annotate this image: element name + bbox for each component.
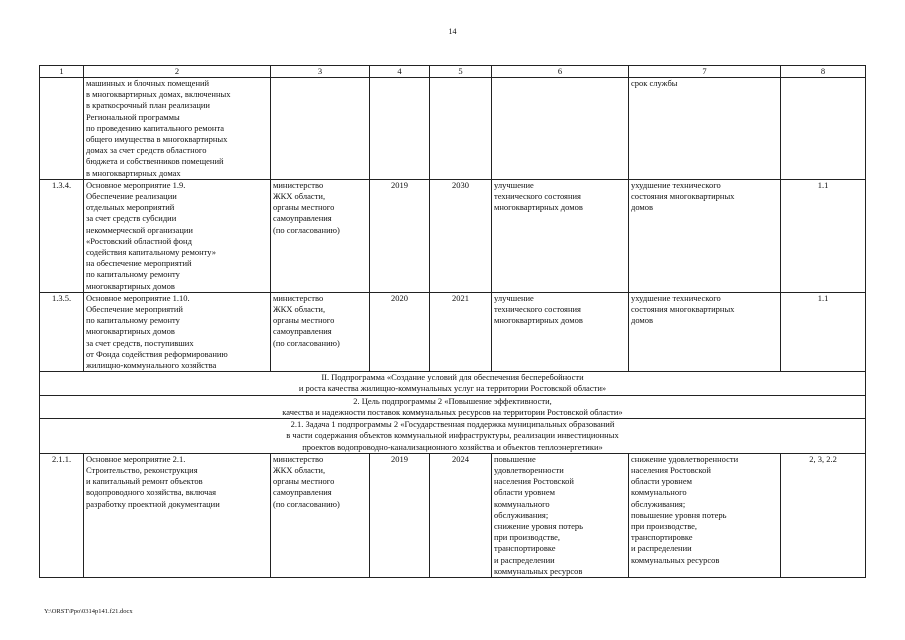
table-row [40, 78, 866, 180]
column-header: 7 [629, 66, 781, 78]
goal-title-row [40, 395, 866, 418]
column-header: 8 [781, 66, 866, 78]
consequence-cell: срок службы [629, 78, 781, 180]
end-year-cell: 2030 [430, 179, 492, 292]
start-year-cell: 2019 [370, 453, 430, 577]
consequence-cell: ухудшение технического состояния многоквартирных домов [629, 292, 781, 371]
goal-title: 2. Цель подпрограммы 2 «Повышение эффективности, качества и надежности поставок коммунальных ресурсов на территории Ростовской области» [40, 395, 866, 418]
column-number-row [40, 66, 866, 78]
executor-cell: министерство ЖКХ области, органы местного самоуправления (по согласованию) [271, 179, 370, 292]
table-row [40, 453, 866, 577]
activity-cell: Основное мероприятие 2.1. Строительство, реконструкция и капитальный ремонт объектов водопроводного хозяйства, включая разработку проектной документации [84, 453, 271, 577]
activity-cell: Основное мероприятие 1.9. Обеспечение реализации отдельных мероприятий за счет средств субсидии некоммерческой организации «Ростовский областной фонд содействия капитальному ремонту» на обеспечение мероприятий по капитальному ремонту многоквартирных домов [84, 179, 271, 292]
column-header: 6 [492, 66, 629, 78]
link-cell: 1.1 [781, 179, 866, 292]
end-year-cell: 2021 [430, 292, 492, 371]
task-title: 2.1. Задача 1 подпрограммы 2 «Государственная поддержка муниципальных образований в части содержания объектов коммунальной инфраструктуры, реализации инвестиционных проектов водопроводно-канализационного хозяйства и объектов теплоэнергетики» [40, 419, 866, 454]
activities-table [39, 65, 866, 578]
consequence-cell: снижение удовлетворенности населения Ростовской области уровнем коммунального обслуживания; повышение уровня потерь при производстве, транспортировке и распределении коммунальных ресурсов [629, 453, 781, 577]
row-number: 1.3.4. [40, 179, 84, 292]
result-cell: улучшение технического состояния многоквартирных домов [492, 292, 629, 371]
link-cell: 1.1 [781, 292, 866, 371]
task-title-row [40, 419, 866, 454]
result-cell: улучшение технического состояния многоквартирных домов [492, 179, 629, 292]
column-header: 3 [271, 66, 370, 78]
column-header: 1 [40, 66, 84, 78]
end-year-cell: 2024 [430, 453, 492, 577]
executor-cell: министерство ЖКХ области, органы местного самоуправления (по согласованию) [271, 453, 370, 577]
page-number: 14 [448, 27, 457, 36]
activity-cell: машинных и блочных помещений в многоквартирных домах, включенных в краткосрочный план реализации Региональной программы по проведению капитального ремонта общего имущества в многоквартирных домах за счет средств областного бюджета и собственников помещений в многоквартирных домах [84, 78, 271, 180]
table-row [40, 292, 866, 371]
subprogram-title-row [40, 372, 866, 395]
column-header: 2 [84, 66, 271, 78]
start-year-cell: 2020 [370, 292, 430, 371]
file-path-footer: Y:\ORST\Ppo\0314p141.f21.docx [44, 608, 133, 615]
row-number: 2.1.1. [40, 453, 84, 577]
consequence-cell: ухудшение технического состояния многоквартирных домов [629, 179, 781, 292]
column-header: 5 [430, 66, 492, 78]
subprogram-title: II. Подпрограмма «Создание условий для обеспечения бесперебойности и роста качества жилищно-коммунальных услуг на территории Ростовской области» [40, 372, 866, 395]
start-year-cell: 2019 [370, 179, 430, 292]
activity-cell: Основное мероприятие 1.10. Обеспечение мероприятий по капитальному ремонту многоквартирных домов за счет средств, поступивших от Фонда содействия реформированию жилищно-коммунального хозяйства [84, 292, 271, 371]
column-header: 4 [370, 66, 430, 78]
result-cell [492, 78, 629, 180]
executor-cell [271, 78, 370, 180]
executor-cell: министерство ЖКХ области, органы местного самоуправления (по согласованию) [271, 292, 370, 371]
link-cell: 2, 3, 2.2 [781, 453, 866, 577]
end-year-cell [430, 78, 492, 180]
result-cell: повышение удовлетворенности населения Ростовской области уровнем коммунального обслуживания; снижение уровня потерь при производстве, транспортировке и распределении коммунальных ресурсов [492, 453, 629, 577]
start-year-cell [370, 78, 430, 180]
row-number: 1.3.5. [40, 292, 84, 371]
row-number [40, 78, 84, 180]
link-cell [781, 78, 866, 180]
table-row [40, 179, 866, 292]
